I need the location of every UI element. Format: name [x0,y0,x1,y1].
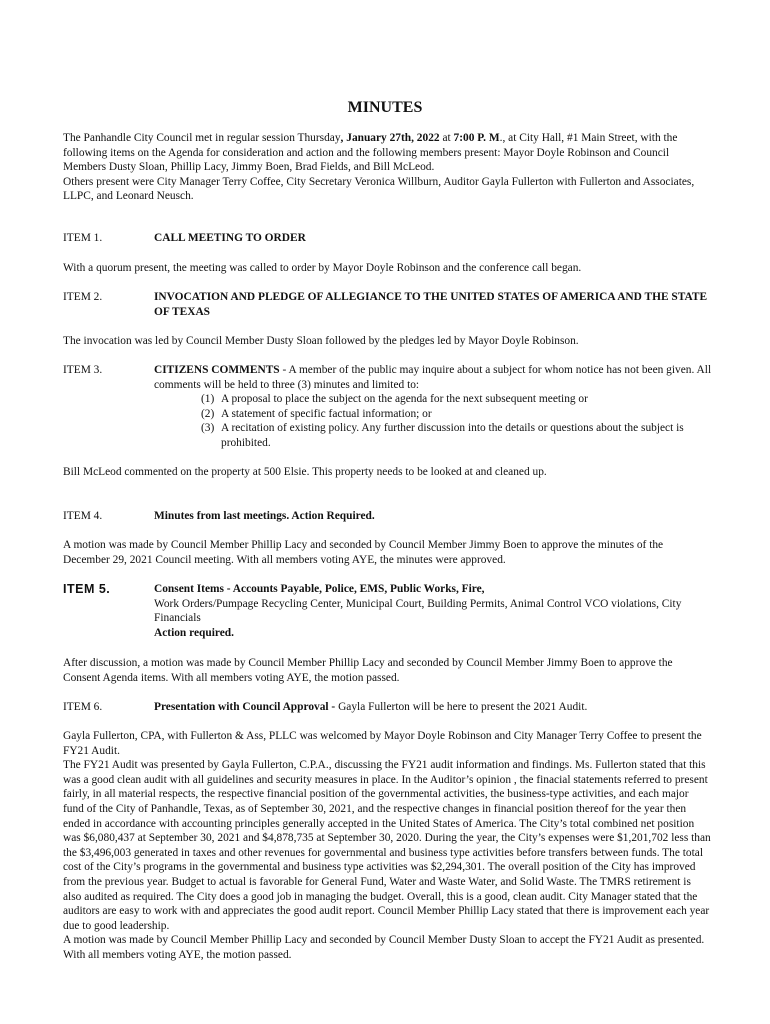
others-present: Others present were City Manager Terry Coffee, City Secretary Veronica Willburn, Auditor Gayla Fullerton with Fullerton and Associates, LLPC, and Leonard Neusch. [63,175,695,203]
item-3-title: CITIZENS COMMENTS [154,364,280,376]
item-5-label: ITEM 5. [63,582,111,596]
item-3-list [63,392,711,450]
list-item: (3) A recitation of existing policy. Any further discussion into the details or questions about the subject is prohibited. [201,422,684,449]
item-5-title: Consent Items - Accounts Payable, Police, EMS, Public Works, Fire, [154,583,485,595]
item-4-text: A motion was made by Council Member Phillip Lacy and seconded by Council Member Jimmy Boen to approve the minutes of the December 29, 2021 Council meeting. With all members voting AYE, the minutes were approved. [63,539,664,566]
item-5-desc: Work Orders/Pumpage Recycling Center, Municipal Court, Building Permits, Animal Control VCO violations, City Financials [154,597,682,625]
page-title: MINUTES [347,99,423,116]
item-6-p3: A motion was made by Council Member Phillip Lacy and seconded by Council Member Dusty Sloan to accept the FY21 Audit as presented. With all members voting AYE, the motion passed. [63,934,705,961]
item-6-desc: Gayla Fullerton will be here to present the 2021 Audit. [338,701,588,713]
intro-paragraph [63,131,711,204]
item-6-title: Presentation with Council Approval - [154,701,339,713]
meeting-date: , January 27th, 2022 [340,132,440,144]
item-3-text: Bill McLeod commented on the property at 500 Elsie. This property needs to be looked at and cleaned up. [63,466,547,478]
item-4-title: Minutes from last meetings. Action Required. [154,510,375,522]
item-1-label: ITEM 1. [63,232,103,244]
item-4-label: ITEM 4. [63,510,103,522]
item-6-p1: Gayla Fullerton, CPA, with Fullerton & Ass, PLLC was welcomed by Mayor Doyle Robinson and City Manager Terry Coffee to present the FY21 Audit. [63,730,702,757]
item-1-title: CALL MEETING TO ORDER [154,232,306,244]
list-item: (2) A statement of specific factual information; or [201,407,432,420]
meeting-time: 7:00 P. M [453,132,500,144]
item-3-label: ITEM 3. [63,364,103,376]
list-item: (1) A proposal to place the subject on the agenda for the next subsequent meeting or [201,393,588,405]
item-2-text: The invocation was led by Council Member Dusty Sloan followed by the pledges led by Mayor Doyle Robinson. [63,335,579,347]
intro-at: at [439,132,454,144]
item-6-p2: The FY21 Audit was presented by Gayla Fullerton, C.P.A., discussing the FY21 audit information and findings. Ms. Fullerton stated that this was a good clean audit with all guidelines and security measures in place. In the Auditor’s opinion , the finacial statements referred to present fairly, in all material respects, the respective financial position of the governmental activities, the business-type activities, and each major fund of the City of Panhandle, Texas, as of September 30, 2021, and the respective changes in financial position thereof for the year then ended in accordance with accounting principles generally accepted in the United States of America. The City’s total combined net position was $6,080,437 at September 30, 2021 and $4,878,735 at September 30, 2020. During the year, the City’s expenses were $1,201,702 less than the $3,496,003 generated in taxes and other revenues for governmental and business type activities before transfers between funds. The total cost of the City’s programs in the governmental and business type activities was $2,294,301. The overall position of the City has improved from the previous year. Budget to actual is favorable for General Fund, Water and Waste Water, and Solid Waste. The TMRS retirement is also audited as required. The City does a good job in managing the budget. Overall, this is a good, clean audit. City Manager stated that the auditors are easy to work with and appreciates the good audit report. Council Member Phillip Lacy stated that there is improvement each year due to good leadership. [63,759,711,932]
item-5-text: After discussion, a motion was made by Council Member Phillip Lacy and seconded by Council Member Jimmy Boen to approve the Consent Agenda items. With all members voting AYE, the motion passed. [63,657,673,684]
item-2-label: ITEM 2. [63,291,103,303]
item-6-paragraph [63,729,711,963]
item-5-action: Action required. [154,626,234,639]
item-6-label: ITEM 6. [63,701,103,713]
item-2-title: INVOCATION AND PLEDGE OF ALLEGIANCE TO THE UNITED STATES OF AMERICA AND THE STATE OF TEXAS [154,291,708,318]
intro-text-a: The Panhandle City Council met in regular session Thursday [63,132,341,144]
intro-text-b: ., at City Hall, #1 Main Street, with the following items on the Agenda for consideration and action and the following members present: Mayor Doyle Robinson and Council Members Dusty Sloan, Phillip Lacy, Jimmy Boen, Brad Fields, and Bill McLeod. [63,132,678,174]
item-1-text: With a quorum present, the meeting was called to order by Mayor Doyle Robinson and the conference call began. [63,262,582,274]
item-3-desc: - A member of the public may inquire about a subject for whom notice has not been given. All comments will be held to three (3) minutes and limited to: [154,364,712,391]
